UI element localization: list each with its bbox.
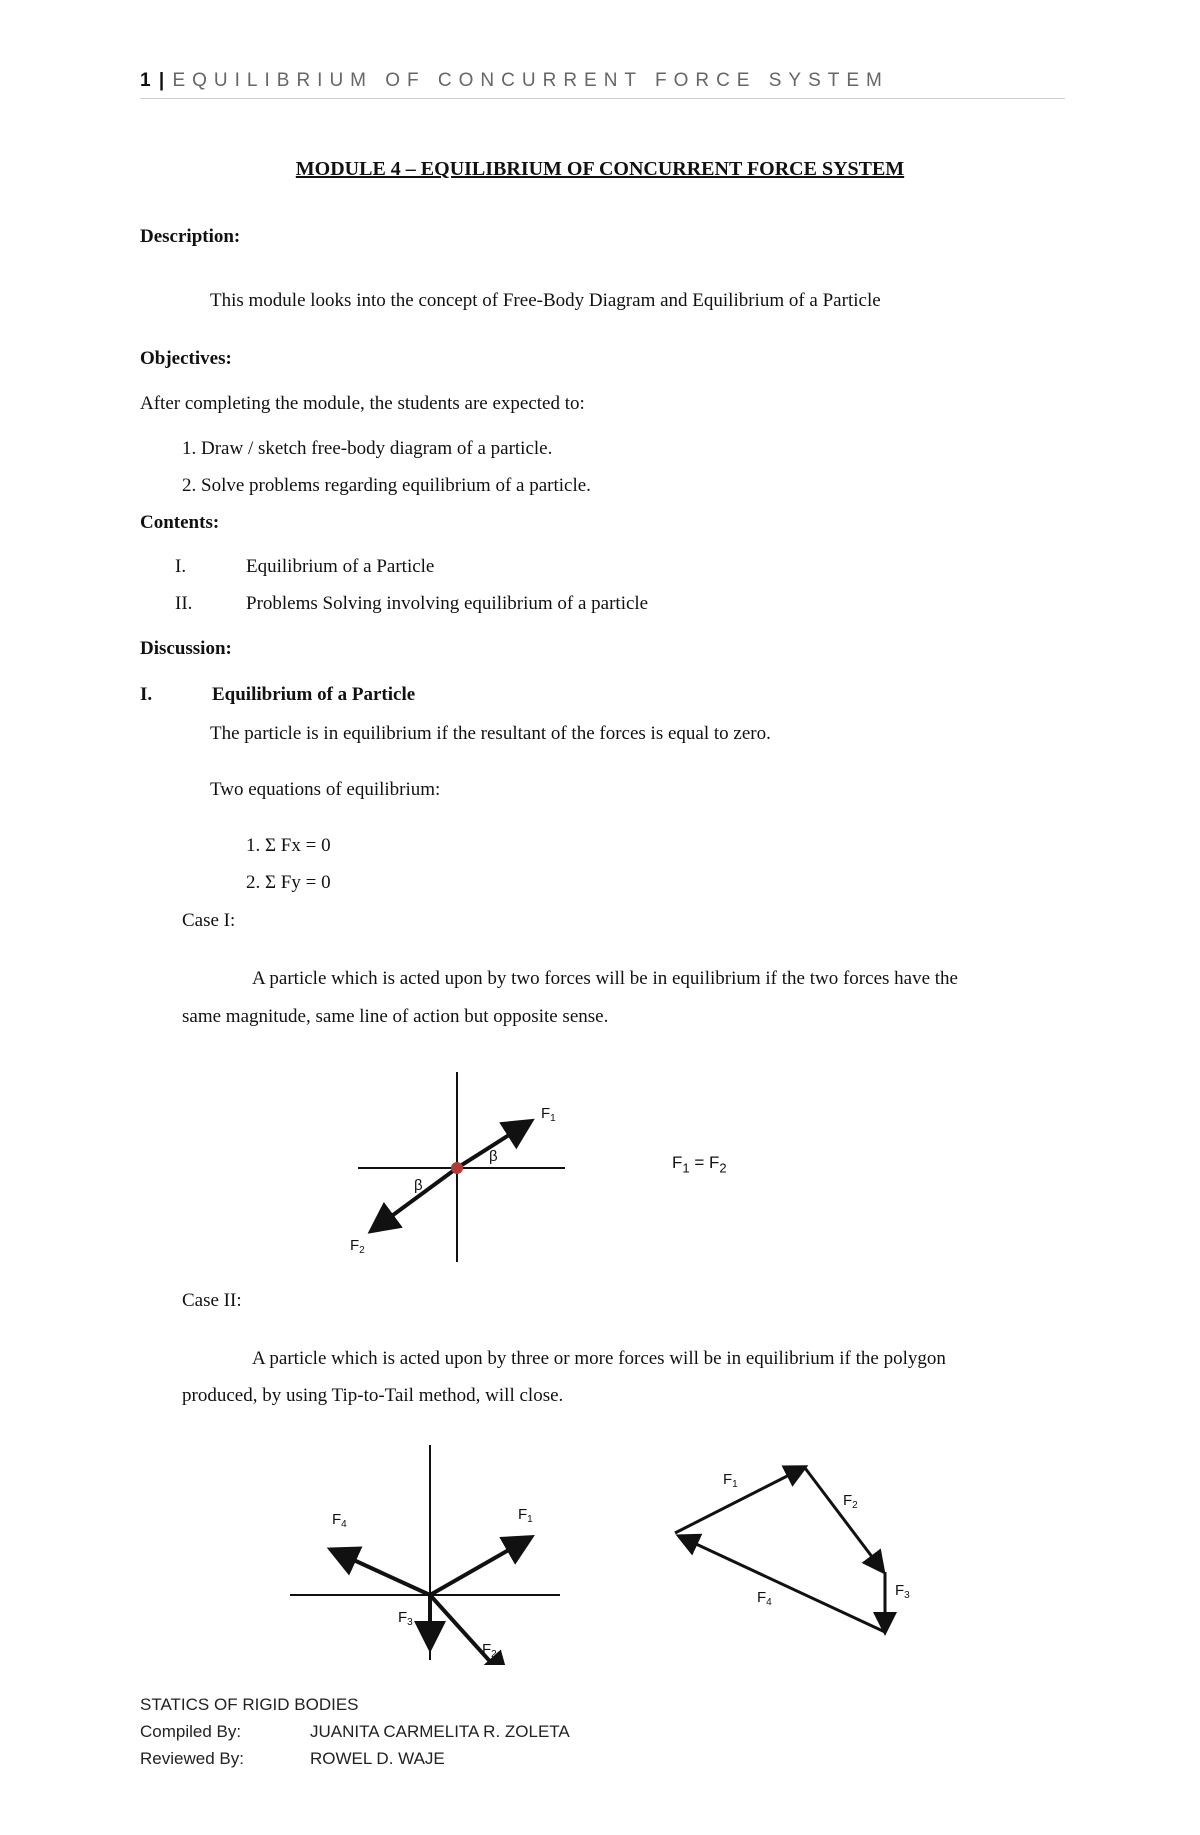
running-title: EQUILIBRIUM OF CONCURRENT FORCE SYSTEM	[172, 70, 889, 91]
beta-angle-label: β	[414, 1177, 423, 1194]
contents-item-text: Problems Solving involving equilibrium of a particle	[246, 593, 649, 614]
f1-label: $F_1$	[541, 1105, 556, 1124]
contents-item-num: II.	[175, 593, 193, 614]
description-heading: Description:	[140, 226, 241, 247]
f2-label: $F_2$	[350, 1237, 365, 1256]
footer-reviewed-name: ROWEL D. WAJE	[310, 1749, 445, 1768]
objective-item: 1. Draw / sketch free-body diagram of a particle.	[182, 438, 553, 459]
polygon-f4-arrow	[681, 1537, 885, 1632]
equation-sum-fy: 2. Σ Fy = 0	[246, 872, 331, 893]
contents-item-num: I.	[175, 556, 187, 577]
f2-label: $F_2$	[843, 1492, 858, 1511]
section-number: I.	[140, 684, 153, 705]
objectives-intro: After completing the module, the students are expected to:	[140, 393, 585, 414]
discussion-heading: Discussion:	[140, 638, 232, 659]
beta-angle-label: β	[489, 1148, 498, 1165]
polygon-f1-arrow	[675, 1468, 803, 1533]
description-text: This module looks into the concept of Free-Body Diagram and Equilibrium of a Particle	[210, 290, 881, 311]
footer-reviewed-label: Reviewed By:	[140, 1749, 244, 1768]
case1-label: Case I:	[182, 910, 236, 931]
case1-force-diagram	[340, 1060, 580, 1270]
case2-text-line2: produced, by using Tip-to-Tail method, will close.	[182, 1385, 564, 1406]
f4-label: $F_4$	[332, 1511, 347, 1530]
polygon-f2-arrow	[805, 1468, 882, 1570]
objective-item: 2. Solve problems regarding equilibrium of a particle.	[182, 475, 591, 496]
contents-heading: Contents:	[140, 512, 220, 533]
case1-relation: $F_1 = F_2$	[672, 1153, 727, 1176]
footer-course: STATICS OF RIGID BODIES	[140, 1695, 359, 1714]
equilibrium-statement: The particle is in equilibrium if the resultant of the forces is equal to zero.	[210, 723, 771, 744]
equations-intro: Two equations of equilibrium:	[210, 779, 441, 800]
case2-label: Case II:	[182, 1290, 242, 1311]
equation-sum-fx: 1. Σ Fx = 0	[246, 835, 331, 856]
f4-label: $F_4$	[757, 1589, 772, 1608]
case2-force-polygon-diagram	[655, 1440, 915, 1650]
running-header	[140, 70, 889, 92]
objectives-heading: Objectives:	[140, 348, 232, 369]
f1-label: $F_1$	[518, 1506, 533, 1525]
force-f1-arrow	[430, 1539, 528, 1595]
f2-label: $F_2$	[482, 1641, 497, 1660]
force-f4-arrow	[334, 1551, 430, 1595]
f3-label: $F_3$	[895, 1582, 910, 1601]
module-title: MODULE 4 – EQUILIBRIUM OF CONCURRENT FORCE SYSTEM	[295, 158, 905, 180]
particle-dot	[451, 1162, 463, 1174]
f1-label: $F_1$	[723, 1471, 738, 1490]
header-separator: |	[158, 70, 165, 91]
page-number: 1	[140, 70, 152, 91]
footer-compiled-label: Compiled By:	[140, 1722, 242, 1741]
case2-concurrent-forces-diagram	[280, 1435, 580, 1665]
f3-label: $F_3$	[398, 1609, 413, 1628]
section-title: Equilibrium of a Particle	[212, 684, 416, 705]
case1-text-line2: same magnitude, same line of action but opposite sense.	[182, 1006, 609, 1027]
case2-text-line1: A particle which is acted upon by three or more forces will be in equilibrium if the polygon	[252, 1348, 946, 1369]
header-rule	[140, 98, 1065, 99]
contents-item-text: Equilibrium of a Particle	[246, 556, 435, 577]
footer-compiled-name: JUANITA CARMELITA R. ZOLETA	[310, 1722, 570, 1741]
case1-text-line1: A particle which is acted upon by two forces will be in equilibrium if the two forces have the	[252, 968, 958, 989]
